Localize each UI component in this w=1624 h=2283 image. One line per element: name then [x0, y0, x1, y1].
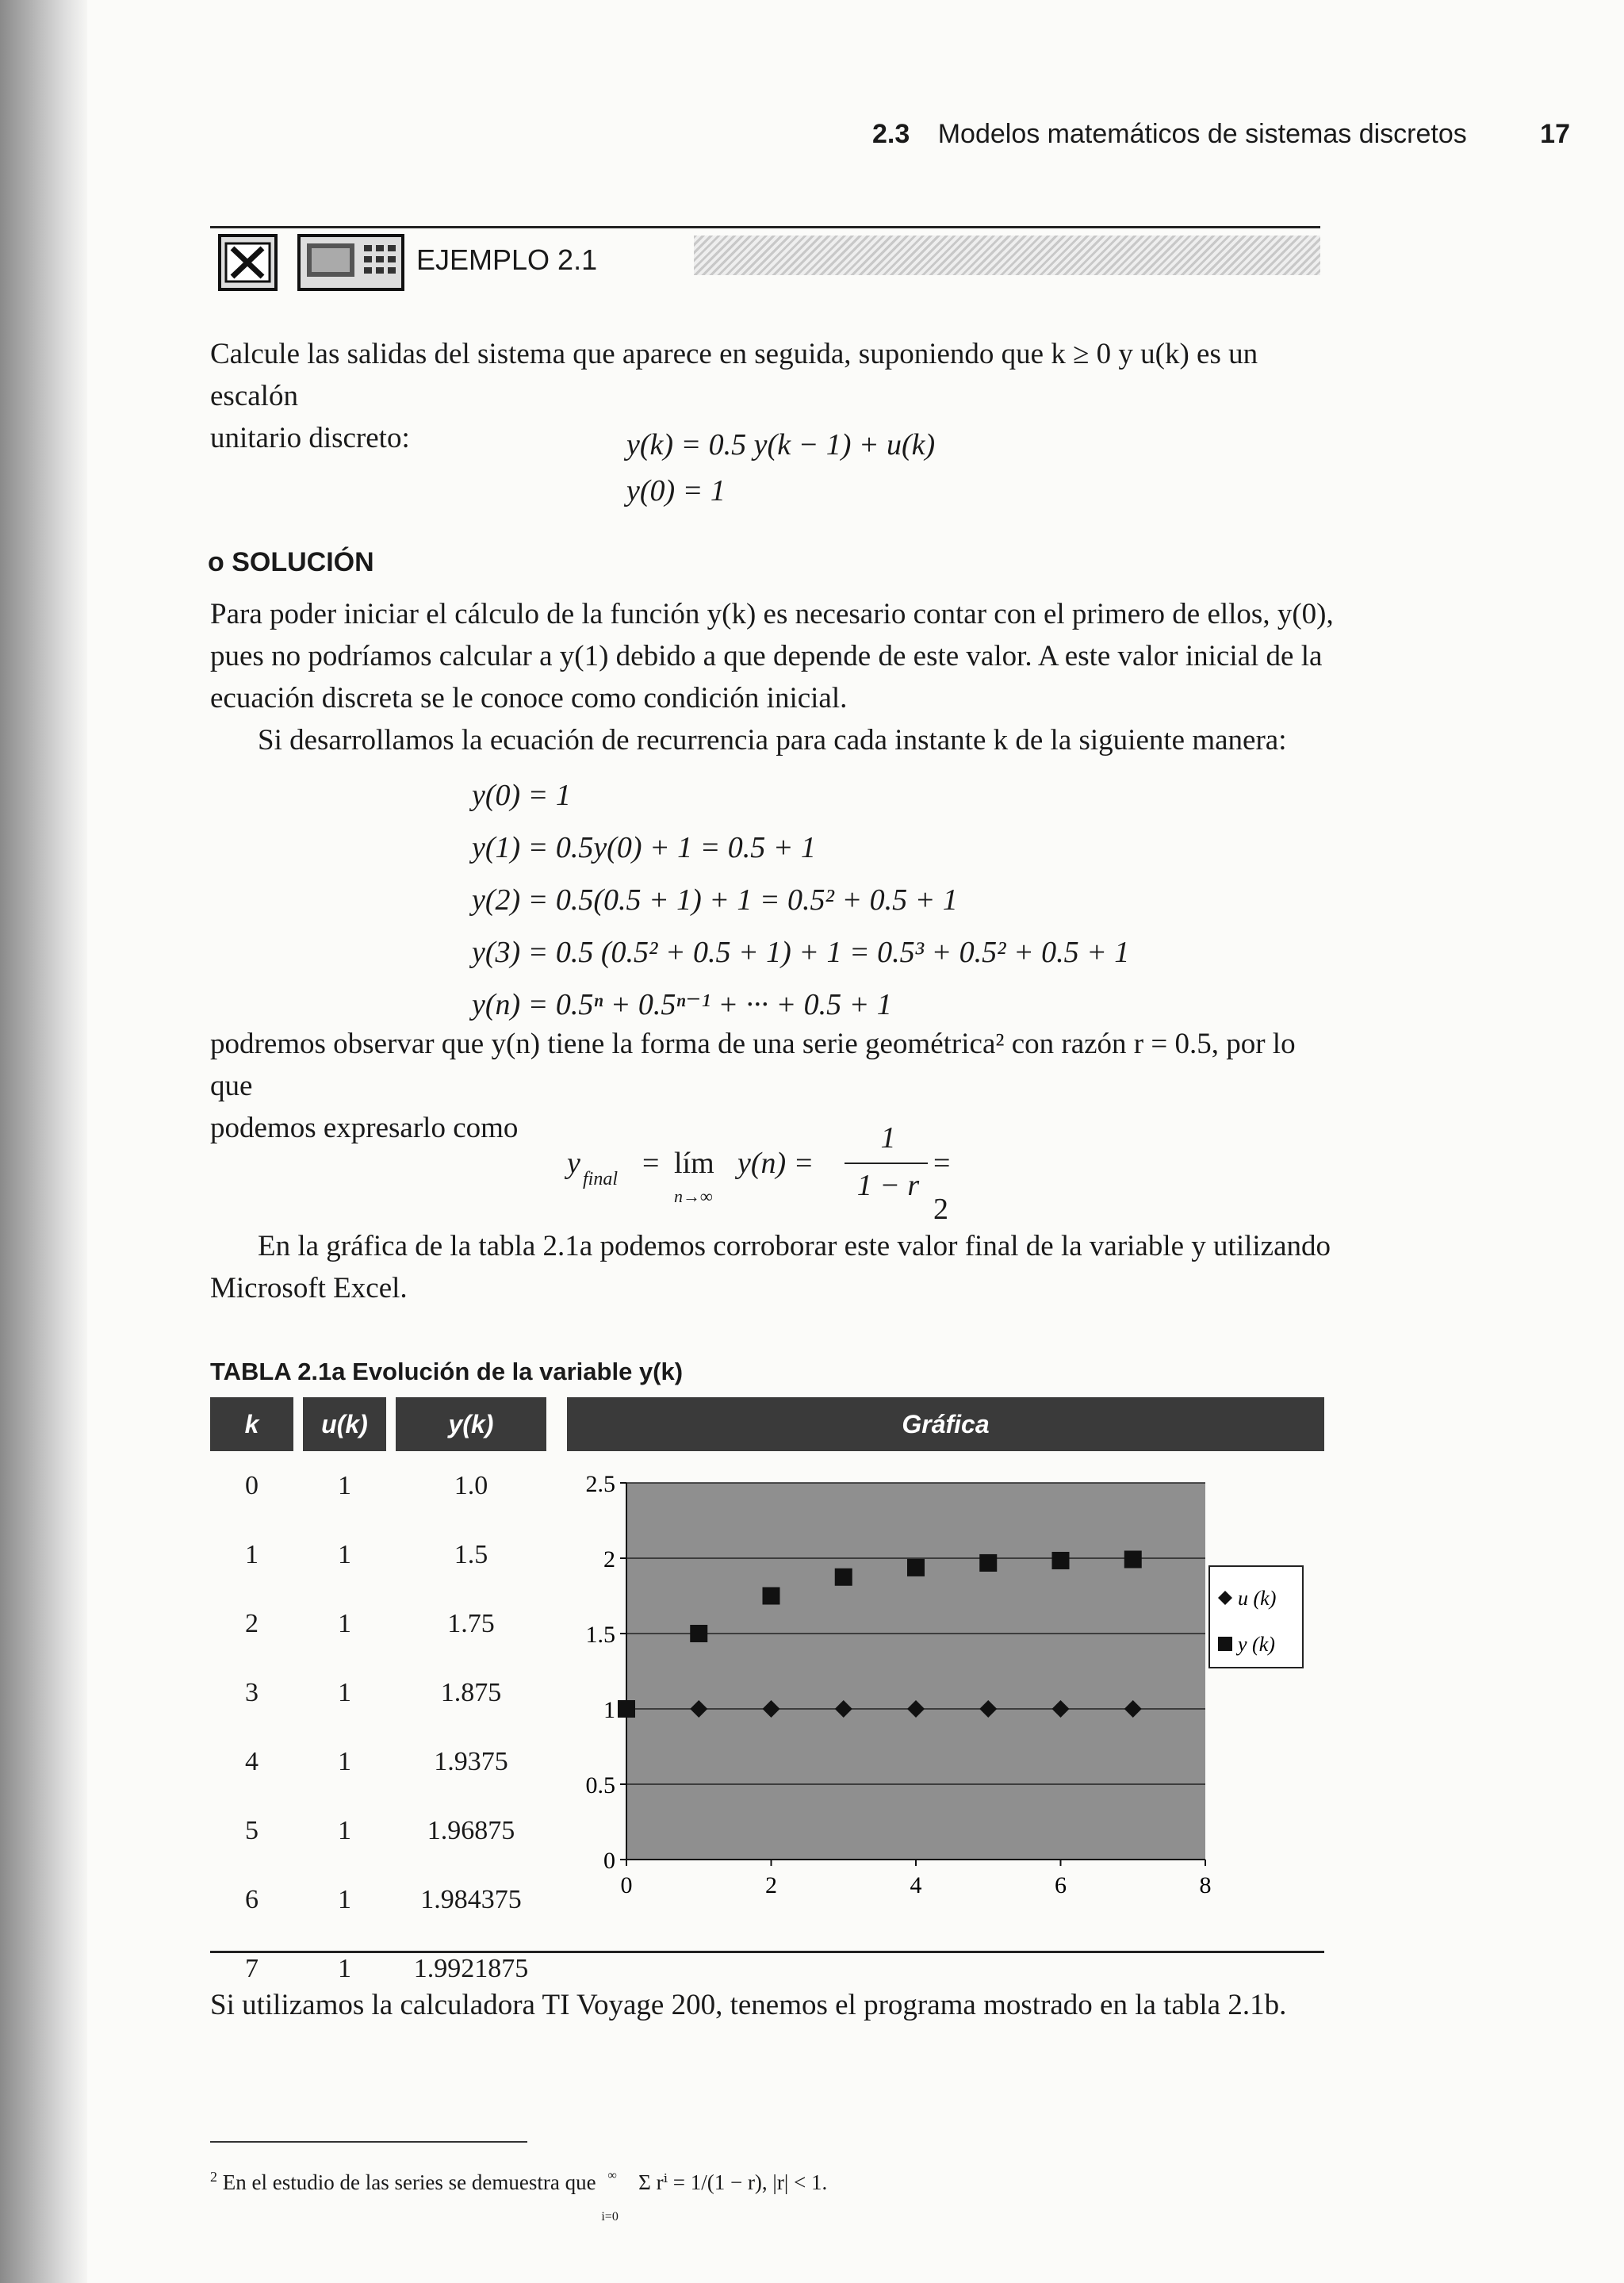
- table-row: [210, 1796, 546, 1865]
- page-number: 17: [1540, 119, 1570, 149]
- bullet-icon: o: [208, 547, 232, 577]
- table-cell: 1: [338, 1746, 351, 1776]
- footnote-text: En el estudio de las series se demuestra que: [222, 2170, 596, 2194]
- equation-line: y(0) = 1: [626, 474, 726, 508]
- table-caption: TABLA 2.1a Evolución de la variable y(k): [210, 1358, 684, 1385]
- text-line: podremos observar que y(n) tiene la forma de una serie geométrica² con razón r = 0.5, por lo que: [210, 1028, 1296, 1102]
- text-line: Para poder iniciar el cálculo de la función y(k) es necesario contar con el primero de ellos, y(0),: [210, 598, 1334, 630]
- table-cell: 1: [338, 1470, 351, 1500]
- banner-stripe: [694, 236, 1320, 275]
- y-tick-label: 0.5: [585, 1772, 615, 1798]
- y-tick-label: 0: [603, 1848, 615, 1874]
- table-cell: 1.875: [440, 1677, 502, 1707]
- y-point: [907, 1559, 925, 1576]
- text-line: pues no podríamos calcular a y(1) debido a que depende de este valor. A este valor inicial de la: [210, 640, 1323, 672]
- book-spine-shadow: [0, 0, 87, 2283]
- chart-header: Gráfica: [567, 1397, 1324, 1451]
- sum-top: ∞: [607, 2169, 617, 2182]
- y-tick-label: 2: [603, 1546, 615, 1572]
- x-tick-label: 8: [1199, 1872, 1212, 1898]
- table-cell: 1: [338, 1815, 351, 1845]
- recurrence-line: y(0) = 1: [472, 779, 571, 812]
- chart-svg: [567, 1451, 1324, 1952]
- text-line: En la gráfica de la tabla 2.1a podemos corroborar este valor final de la variable y utilizando: [258, 1230, 1331, 1262]
- footnote-rule: [210, 2141, 527, 2143]
- recurrence-line: y(n) = 0.5ⁿ + 0.5ⁿ⁻¹ + ··· + 0.5 + 1: [472, 988, 892, 1021]
- table-cell: 5: [245, 1815, 259, 1845]
- recurrence-line: y(2) = 0.5(0.5 + 1) + 1 = 0.5² + 0.5 + 1: [472, 883, 958, 917]
- text-line: Si desarrollamos la ecuación de recurrencia para cada instante k de la siguiente manera:: [258, 724, 1287, 757]
- eq-limsub: n→∞: [674, 1186, 713, 1206]
- y-point: [1124, 1550, 1142, 1568]
- x-tick-label: 6: [1055, 1872, 1067, 1898]
- equation-line: y(k) = 0.5 y(k − 1) + u(k): [626, 428, 936, 462]
- table-cell: 1: [338, 1608, 351, 1638]
- example-banner: [210, 226, 1320, 297]
- table-cell: 1.984375: [420, 1884, 522, 1914]
- system-equation: [626, 422, 935, 514]
- closing-paragraph: Si utilizamos la calculadora TI Voyage 200, tenemos el programa mostrado en la tabla 2.1b.: [210, 1989, 1287, 2021]
- column-header: k: [210, 1397, 293, 1451]
- y-point: [618, 1700, 635, 1718]
- y-point: [979, 1554, 997, 1572]
- table-cell: 4: [245, 1746, 259, 1776]
- intro-line: unitario discreto:: [210, 422, 410, 454]
- intro-line: Calcule las salidas del sistema que aparece en seguida, suponiendo que k ≥ 0 y u(k) es un escalón: [210, 338, 1258, 412]
- footnote-formula: Σ rⁱ = 1/(1 − r), |r| < 1.: [638, 2170, 828, 2194]
- running-header: [872, 119, 1570, 150]
- table-row: [210, 1727, 546, 1796]
- table-row: [210, 1520, 546, 1589]
- table-row: [210, 1451, 546, 1520]
- column-header: u(k): [303, 1397, 386, 1451]
- plot-background: [626, 1483, 1205, 1860]
- table-cell: 6: [245, 1884, 259, 1914]
- x-tick-label: 2: [765, 1872, 777, 1898]
- table-cell: 1.75: [447, 1608, 495, 1638]
- x-tick-label: 4: [910, 1872, 922, 1898]
- section-title: Modelos matemáticos de sistemas discretos: [937, 119, 1467, 149]
- table-row: [210, 1658, 546, 1727]
- table-cell: 3: [245, 1677, 259, 1707]
- table-cell: 1.9375: [434, 1746, 508, 1776]
- table-cell: 1.96875: [427, 1815, 515, 1845]
- column-header: y(k): [396, 1397, 546, 1451]
- solution-paragraph: [210, 593, 1336, 761]
- x-tick-label: 0: [620, 1872, 633, 1898]
- table-cell: 1: [338, 1539, 351, 1569]
- y-point: [1052, 1552, 1070, 1569]
- table-row: [210, 1589, 546, 1658]
- example-label: EJEMPLO 2.1: [416, 243, 598, 276]
- table-cell: 1: [338, 1884, 351, 1914]
- table-cell: 1.0: [454, 1470, 488, 1500]
- footnote-mark: 2: [210, 2169, 217, 2185]
- y-point: [835, 1569, 852, 1586]
- excel-icon: [218, 234, 278, 291]
- y-tick-label: 1: [603, 1697, 615, 1723]
- recurrence-line: y(3) = 0.5 (0.5² + 0.5 + 1) + 1 = 0.5³ + 0.5² + 0.5 + 1: [472, 936, 1130, 969]
- eq-lim: lím: [674, 1147, 714, 1180]
- y-point: [763, 1588, 780, 1605]
- calculator-icon: [297, 234, 404, 291]
- footnote: [210, 2169, 1003, 2232]
- eq-lhs: y: [567, 1147, 580, 1180]
- chart-area: [567, 1397, 1324, 1952]
- solution-heading-text: SOLUCIÓN: [232, 547, 374, 577]
- y-point: [690, 1625, 707, 1642]
- recurrence-equations: [472, 769, 1129, 1031]
- section-number: 2.3: [872, 119, 910, 149]
- legend-label: u (k): [1238, 1587, 1277, 1610]
- final-value-equation: [567, 1118, 963, 1226]
- y-tick-label: 2.5: [585, 1471, 615, 1497]
- table-cell: 1: [245, 1539, 259, 1569]
- table-cell: 1.9921875: [413, 1953, 529, 1983]
- excel-paragraph: [210, 1225, 1336, 1309]
- eq-equals: =: [642, 1147, 660, 1180]
- table-cell: 1.5: [454, 1539, 488, 1569]
- table-row: [210, 1865, 546, 1934]
- solution-heading: [208, 547, 374, 578]
- y-tick-label: 1.5: [585, 1622, 615, 1648]
- recurrence-line: y(1) = 0.5y(0) + 1 = 0.5 + 1: [472, 831, 816, 864]
- table-cell: 2: [245, 1608, 259, 1638]
- data-table: [210, 1397, 546, 2003]
- table-bottom-rule: [210, 1951, 1324, 1953]
- text-line: podemos expresarlo como: [210, 1112, 519, 1144]
- legend-marker: [1218, 1637, 1232, 1651]
- table-cell: 1: [338, 1677, 351, 1707]
- eq-rhs: = 2: [933, 1147, 951, 1226]
- text-line: Microsoft Excel.: [210, 1272, 408, 1304]
- text-line: ecuación discreta se le conoce como condición inicial.: [210, 682, 848, 714]
- legend-label: y (k): [1238, 1633, 1275, 1656]
- table-cell: 0: [245, 1470, 259, 1500]
- eq-numerator: 1: [880, 1121, 896, 1155]
- eq-sub: final: [583, 1169, 619, 1189]
- eq-mid: y(n) =: [737, 1147, 814, 1180]
- eq-denominator: 1 − r: [856, 1169, 920, 1202]
- banner-line: [210, 226, 1320, 228]
- table-cell: 1: [338, 1953, 351, 1983]
- table-cell: 7: [245, 1953, 259, 1983]
- sum-bottom: i=0: [601, 2210, 619, 2224]
